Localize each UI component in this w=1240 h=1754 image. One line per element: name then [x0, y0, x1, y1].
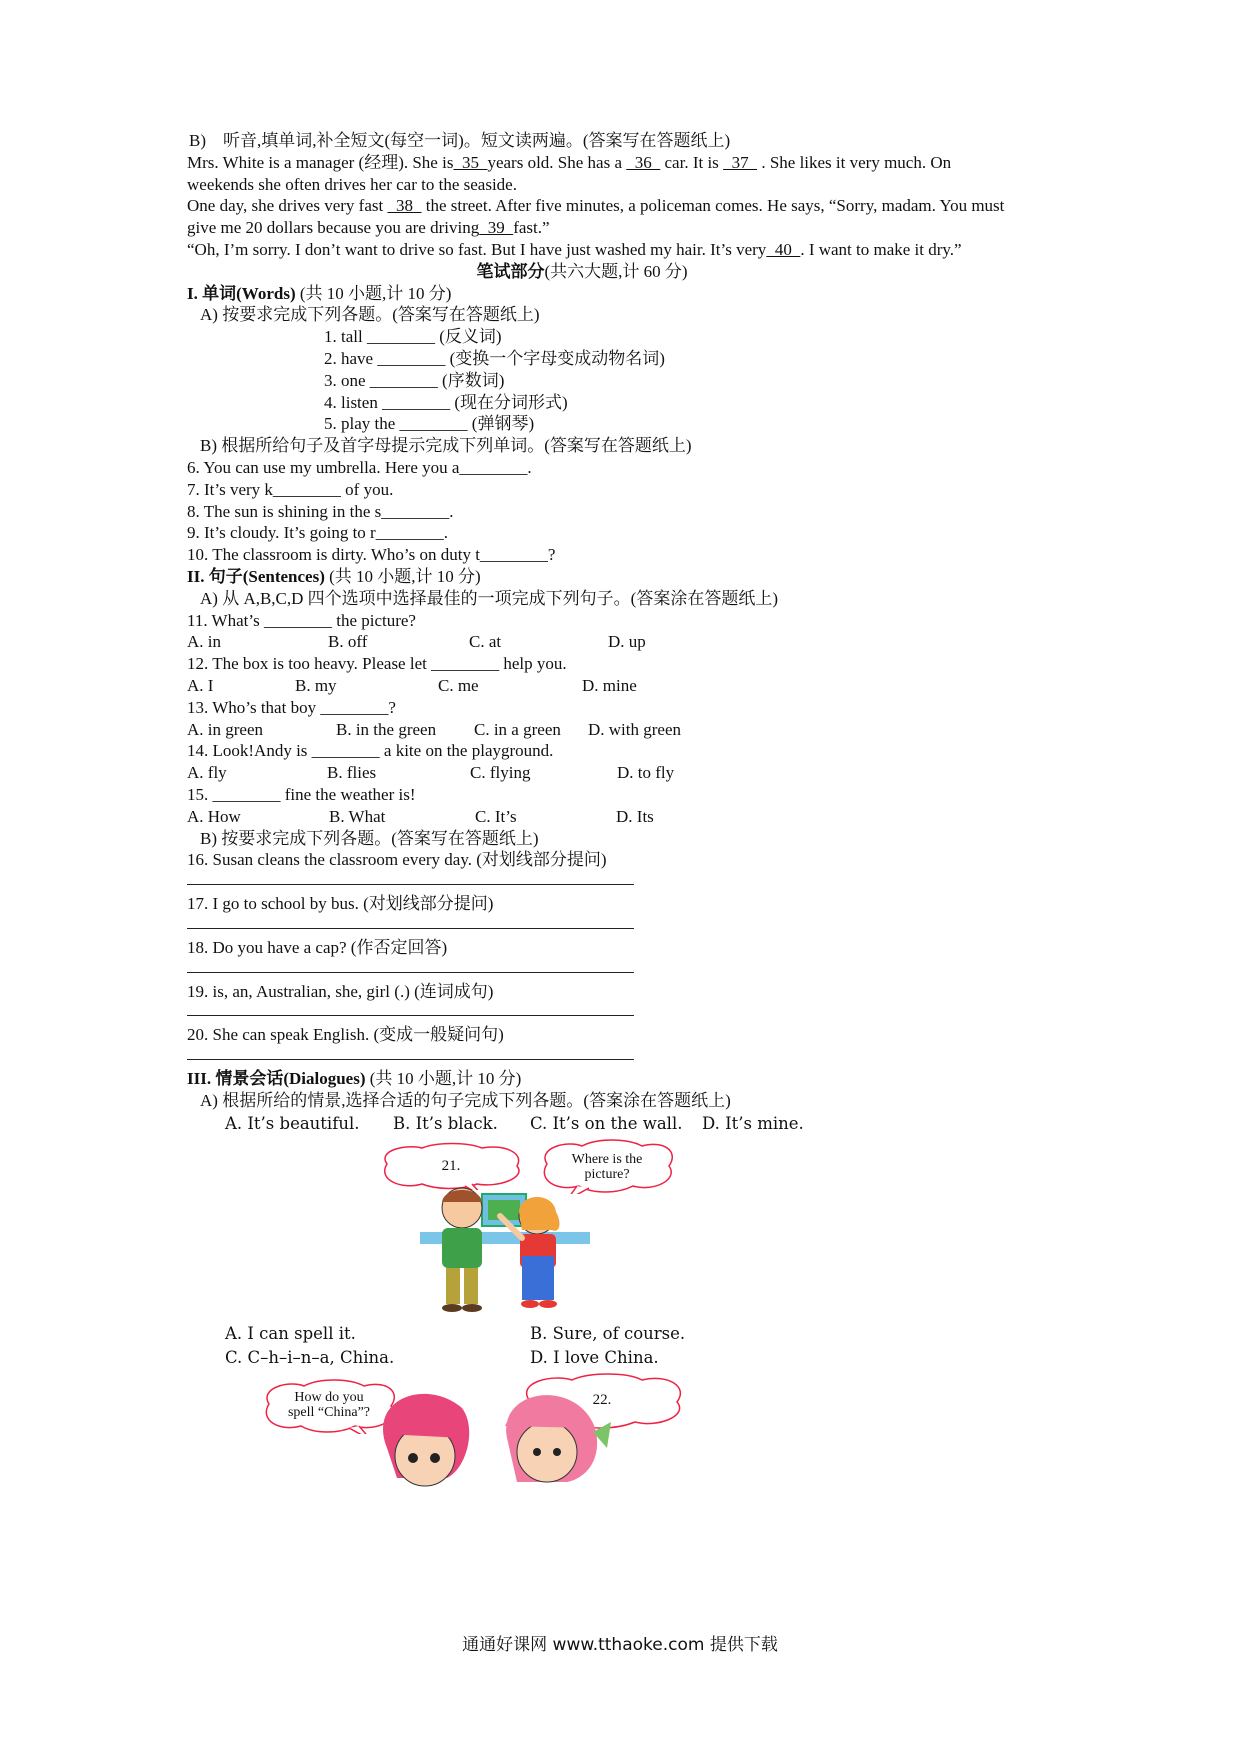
choice-c: C. C–h–i–n–a, China. — [225, 1347, 395, 1367]
choice-b: B. Sure, of course. — [530, 1323, 686, 1343]
word-item: 4. listen ________ (现在分词形式) — [324, 392, 568, 412]
word-item: 1. tall ________ (反义词) — [324, 327, 502, 347]
dialogue-21-illustration — [187, 1136, 1107, 1322]
word-item: 9. It’s cloudy. It’s going to r________. — [187, 523, 448, 543]
rewrite-item: 17. I go to school by bus. (对划线部分提问) — [187, 894, 494, 914]
answer-line[interactable] — [187, 871, 634, 885]
blank-40: 40 — [766, 239, 801, 259]
option-c: C. in a green — [474, 719, 561, 739]
mc-options — [187, 675, 1107, 697]
passage-line-2: weekends she often drives her car to the seaside. — [187, 174, 517, 194]
word-item: 6. You can use my umbrella. Here you a________. — [187, 457, 532, 477]
choice-d: D. It’s mine. — [702, 1113, 804, 1133]
option-d: D. up — [608, 632, 646, 652]
choice-d: D. I love China. — [530, 1347, 659, 1367]
blank-38: 38 — [387, 196, 422, 216]
mc-question: 15. ________ fine the weather is! — [187, 784, 416, 804]
option-c: C. It’s — [475, 806, 517, 826]
word-item: 8. The sun is shining in the s________. — [187, 501, 454, 521]
section-2-b-instruction: B) 按要求完成下列各题。(答案写在答题纸上) — [200, 828, 539, 848]
section-3-a-instruction: A) 根据所给的情景,选择合适的句子完成下列各题。(答案涂在答题纸上) — [200, 1091, 731, 1111]
option-d: D. with green — [588, 719, 682, 739]
passage-line-5: “Oh, I’m sorry. I don’t want to drive so fast. But I have just washed my hair. It’s very 40 . I want to make it dry.” — [187, 239, 962, 259]
dialogue-22-illustration — [187, 1370, 1107, 1490]
word-item: 2. have ________ (变换一个字母变成动物名词) — [324, 348, 665, 368]
boy-girl-picture-illustration — [392, 1186, 712, 1326]
choice-a: A. It’s beautiful. — [225, 1113, 360, 1133]
word-item: 10. The classroom is dirty. Who’s on duty t________? — [187, 545, 556, 565]
bubble-question-line1: Where is the — [571, 1151, 643, 1167]
mc-options — [187, 806, 1107, 828]
option-d: D. mine — [582, 675, 637, 695]
option-b: B. off — [328, 632, 368, 652]
listening-b-instruction: B) 听音,填单词,补全短文(每空一词)。短文读两遍。(答案写在答题纸上) — [189, 131, 731, 150]
dialogue-21-choices — [187, 1112, 1107, 1136]
choice-c: C. It’s on the wall. — [530, 1113, 683, 1133]
option-d: D. to fly — [617, 763, 675, 783]
blank-37: 37 — [723, 152, 758, 172]
answer-line[interactable] — [187, 959, 634, 973]
blank-35: 35 — [453, 152, 488, 172]
passage-line-1: Mrs. White is a manager (经理). She is 35 years old. She has a 36 car. It is 37 . She likes it very much. On — [187, 152, 952, 172]
option-c: C. at — [469, 632, 502, 652]
mc-options — [187, 631, 1107, 653]
mc-options — [187, 762, 1107, 784]
answer-line[interactable] — [187, 1002, 634, 1016]
rewrite-item: 19. is, an, Australian, she, girl (.) (连词成句) — [187, 981, 494, 1001]
passage-line-3: One day, she drives very fast 38 the street. After five minutes, a policeman comes. He says, “Sorry, madam. You must — [187, 196, 1005, 216]
option-a: A. fly — [187, 763, 227, 783]
mc-question: 12. The box is too heavy. Please let ________ help you. — [187, 654, 567, 674]
bubble-21-number: 21. — [441, 1157, 461, 1174]
mc-question: 14. Look!Andy is ________ a kite on the playground. — [187, 741, 554, 761]
blank-36: 36 — [626, 152, 661, 172]
option-c: C. me — [438, 675, 479, 695]
option-b: B. flies — [327, 763, 377, 783]
blank-39: 39 — [479, 218, 514, 238]
rewrite-item: 16. Susan cleans the classroom every day. (对划线部分提问) — [187, 850, 607, 870]
word-item: 7. It’s very k________ of you. — [187, 479, 394, 499]
rewrite-item: 20. She can speak English. (变成一般疑问句) — [187, 1025, 504, 1045]
option-d: D. Its — [616, 806, 654, 826]
bubble-spell-line1: How do you — [294, 1389, 364, 1405]
passage-line-4: give me 20 dollars because you are driving 39 fast.” — [187, 218, 550, 238]
rewrite-item: 18. Do you have a cap? (作否定回答) — [187, 937, 448, 957]
two-girls-illustration — [367, 1378, 627, 1488]
bubble-spell-line2: spell “China”? — [287, 1404, 371, 1420]
mc-options — [187, 719, 1107, 741]
section-2-heading: II. 句子(Sentences) (共 10 小题,计 10 分) — [187, 566, 481, 586]
dialogue-22-choices-row2 — [187, 1346, 1107, 1370]
written-part-title: 笔试部分(共六大题,计 60 分) — [476, 261, 688, 281]
mc-question: 13. Who’s that boy ________? — [187, 697, 396, 717]
option-b: B. What — [329, 806, 386, 826]
section-1-a-instruction: A) 按要求完成下列各题。(答案写在答题纸上) — [200, 305, 540, 325]
option-b: B. in the green — [336, 719, 437, 739]
option-b: B. my — [295, 675, 337, 695]
choice-a: A. I can spell it. — [225, 1323, 356, 1343]
option-a: A. I — [187, 675, 214, 695]
option-a: A. How — [187, 806, 241, 826]
section-2-a-instruction: A) 从 A,B,C,D 四个选项中选择最佳的一项完成下列句子。(答案涂在答题纸上) — [200, 588, 778, 608]
option-a: A. in — [187, 632, 221, 652]
word-item: 3. one ________ (序数词) — [324, 370, 505, 390]
answer-line[interactable] — [187, 915, 634, 929]
option-c: C. flying — [470, 763, 531, 783]
mc-question: 11. What’s ________ the picture? — [187, 610, 416, 630]
footer: 通通好课网 www.tthaoke.com 提供下载 — [462, 1635, 778, 1655]
choice-b: B. It’s black. — [393, 1113, 498, 1133]
option-a: A. in green — [187, 719, 264, 739]
answer-line[interactable] — [187, 1046, 634, 1060]
word-item: 5. play the ________ (弹钢琴) — [324, 414, 535, 434]
bubble-22-number: 22. — [592, 1391, 612, 1408]
bubble-question-line2: picture? — [584, 1166, 630, 1182]
section-1-b-instruction: B) 根据所给句子及首字母提示完成下列单词。(答案写在答题纸上) — [200, 436, 692, 456]
section-1-heading: I. 单词(Words) (共 10 小题,计 10 分) — [187, 283, 452, 303]
section-3-heading: III. 情景会话(Dialogues) (共 10 小题,计 10 分) — [187, 1069, 522, 1089]
speech-bubble-21 — [377, 1142, 525, 1190]
exam-page — [187, 130, 1107, 1490]
